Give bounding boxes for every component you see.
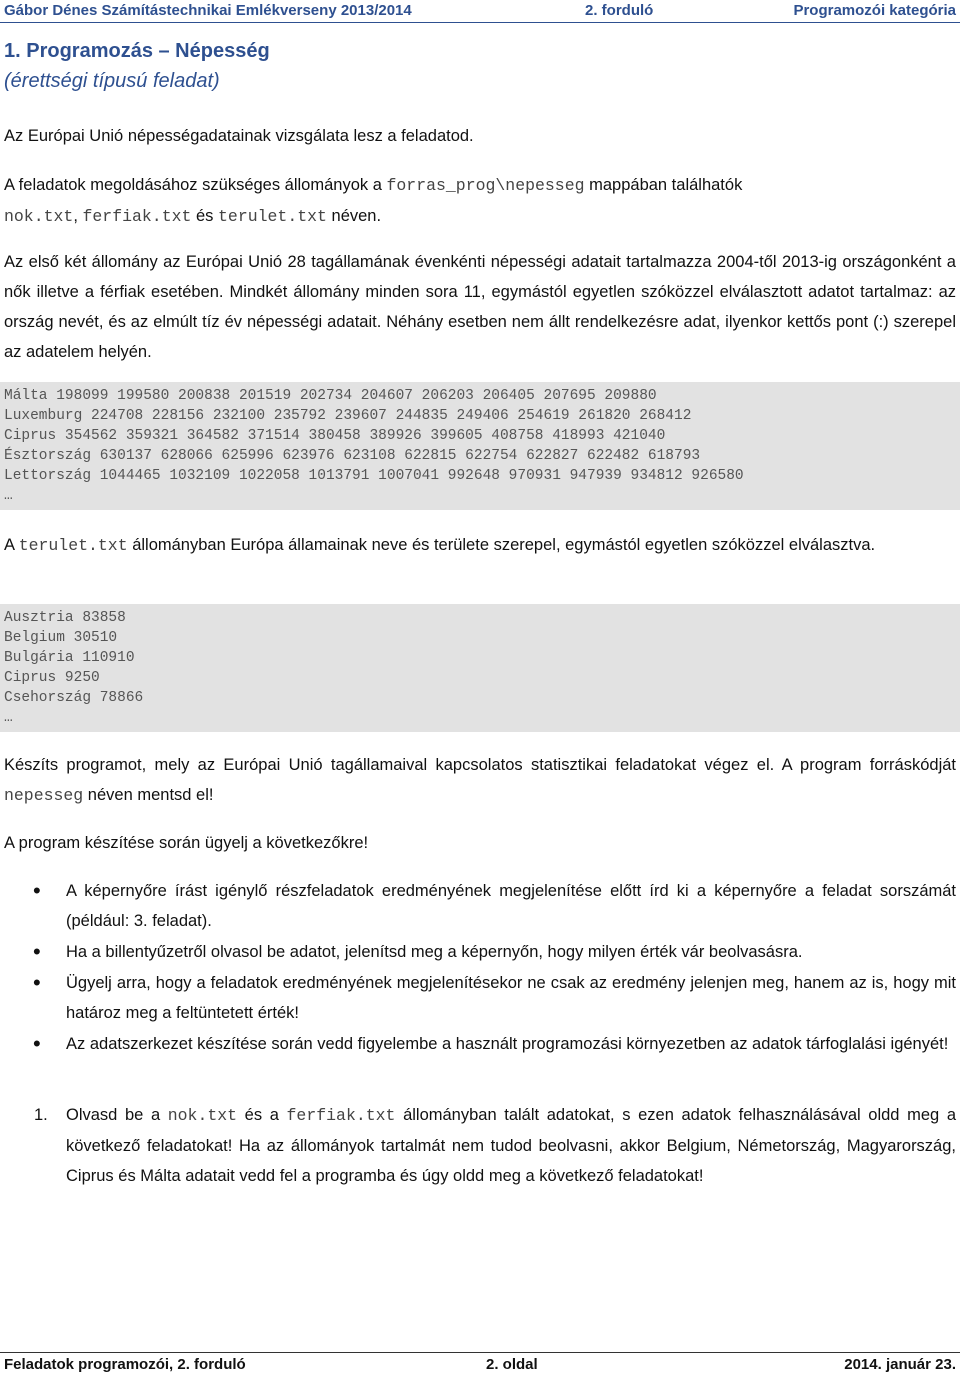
code-line: Ausztria 83858 xyxy=(4,610,126,626)
files-paragraph: A feladatok megoldásához szükséges állományok a forras_prog\nepesseg mappában találhatók nok.txt, ferfiak.txt és terulet.txt néven. xyxy=(4,176,743,226)
program-paragraph: Készíts programot, mely az Európai Unió tagállamaival kapcsolatos statisztikai feladatokat végez el. A program forráskódját nepesseg néven mentsd el! xyxy=(4,756,956,805)
code-line: Ciprus 354562 359321 364582 371514 380458 389926 399605 408758 418993 421040 xyxy=(4,428,666,444)
header-category: Programozói kategória xyxy=(793,2,956,19)
code-line: Ciprus 9250 xyxy=(4,670,100,686)
rules-intro: A program készítése során ügyelj a következőkre! xyxy=(4,834,369,852)
header-round: 2. forduló xyxy=(585,2,654,19)
rules-list xyxy=(0,876,956,1060)
list-item: • Ha a billentyűzetről olvasol be adatot, jelenítsd meg a képernyőn, hogy milyen érték vár beolvasásra. xyxy=(0,937,956,967)
code-line: … xyxy=(4,488,13,504)
header-divider xyxy=(0,22,960,23)
page-footer xyxy=(0,1356,960,1376)
population-sample-code xyxy=(0,382,960,510)
file-name: ferfiak.txt xyxy=(82,207,192,226)
file-name: ferfiak.txt xyxy=(286,1106,396,1125)
intro-paragraph: Az Európai Unió népességadatainak vizsgálata lesz a feladatod. xyxy=(4,127,474,145)
code-line: Belgium 30510 xyxy=(4,630,118,646)
page-title: 1. Programozás – Népesség xyxy=(4,40,270,62)
area-file-paragraph: A terulet.txt állományban Európa államainak neve és területe szerepel, egymástól egyetlen szóközzel elválasztva. xyxy=(4,536,876,555)
code-line: Luxemburg 224708 228156 232100 235792 239607 244835 249406 254619 261820 268412 xyxy=(4,408,692,424)
file-name: terulet.txt xyxy=(18,536,128,555)
code-line: Csehország 78866 xyxy=(4,690,144,706)
footer-date: 2014. január 23. xyxy=(844,1356,956,1373)
footer-title: Feladatok programozói, 2. forduló xyxy=(4,1356,246,1373)
footer-divider xyxy=(0,1352,960,1353)
folder-path: forras_prog\nepesseg xyxy=(386,176,585,195)
file-name: nok.txt xyxy=(4,207,74,226)
task-1: 1. Olvasd be a nok.txt és a ferfiak.txt állományban talált adatokat, s ezen adatok felhasználásával oldd meg a következő feladatokat! Ha az állományok tartalmát nem tudod beolvasni, akkor Belgium, Németország, Magyarország, Ciprus és Málta adatait vedd fel a programba és úgy oldd meg a következő feladatokat! xyxy=(0,1100,956,1191)
area-sample-code xyxy=(0,604,960,732)
code-line: Lettország 1044465 1032109 1022058 1013791 1007041 992648 970931 947939 934812 926580 xyxy=(4,468,744,484)
code-line: Málta 198099 199580 200838 201519 202734 204607 206203 206405 207695 209880 xyxy=(4,388,657,404)
header-competition: Gábor Dénes Számítástechnikai Emlékverseny 2013/2014 xyxy=(4,2,412,19)
code-line: … xyxy=(4,710,13,726)
file-name: terulet.txt xyxy=(218,207,327,226)
list-item: • Az adatszerkezet készítése során vedd figyelembe a használt programozási környezetben az adatok tárfoglalási igényét! xyxy=(0,1029,956,1059)
list-item: • A képernyőre írást igénylő részfeladatok eredményének megjelenítése előtt írd ki a képernyőre a feladat sorszámát (például: 3. feladat). xyxy=(0,876,956,936)
code-line: Észtország 630137 628066 625996 623976 623108 622815 622754 622827 622482 618793 xyxy=(4,448,701,464)
page-header xyxy=(0,0,960,22)
program-name: nepesseg xyxy=(4,786,84,805)
code-line: Bulgária 110910 xyxy=(4,650,135,666)
description-paragraph: Az első két állomány az Európai Unió 28 tagállamának évenkénti népességi adatait tartalmazza 2004-től 2013-ig országonként a nők illetve a férfiak esetében. Mindkét állomány minden sora 11, egymástól egyetlen szóközzel elválasztott adatot tartalmaz: az ország nevét, és az elmúlt tíz év népességi adatait. Néhány esetben nem állt rendelkezésre adat, ilyenkor kettős pont (:) szerepel az adatelem helyén. xyxy=(4,253,956,361)
file-name: nok.txt xyxy=(167,1106,238,1125)
list-item: • Ügyelj arra, hogy a feladatok eredményének megjelenítésekor ne csak az eredmény jelenjen meg, hanem az is, hogy mit határoz meg a feltüntetett érték! xyxy=(0,968,956,1028)
task-number: 1. xyxy=(34,1106,48,1124)
page-number: 2. oldal xyxy=(486,1356,538,1373)
page-subtitle: (érettségi típusú feladat) xyxy=(4,70,220,92)
